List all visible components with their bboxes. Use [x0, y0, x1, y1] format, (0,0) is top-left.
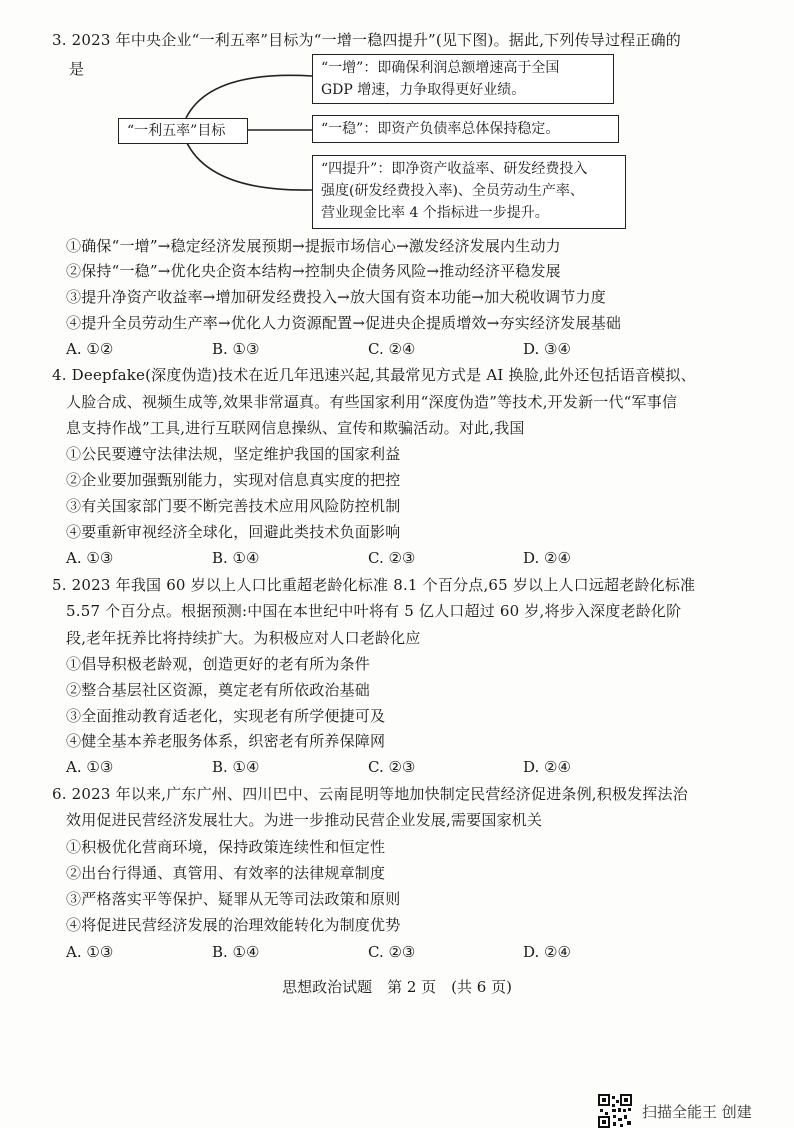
- q3-item-2: ②保持“一稳”→优化央企资本结构→控制央企债务风险→推动经济平稳发展: [66, 262, 561, 280]
- q3-item-1: ①确保“一增”→稳定经济发展预期→提振市场信心→激发经济发展内生动力: [66, 237, 561, 255]
- q3-center-box: [118, 118, 248, 144]
- q4-item-4: ④要重新审视经济全球化，回避此类技术负面影响: [66, 523, 401, 541]
- q5-option-b[interactable]: B. ①④: [212, 758, 260, 776]
- q4-item-1: ①公民要遵守法律法规，坚定维护我国的国家利益: [66, 445, 401, 463]
- q3-option-b[interactable]: B. ①③: [212, 340, 260, 358]
- q6-option-b[interactable]: B. ①④: [212, 943, 260, 961]
- q6-option-c[interactable]: C. ②③: [368, 943, 416, 961]
- q4-option-c[interactable]: C. ②③: [368, 549, 416, 567]
- q4-stem-line-3: 息支持作战”工具,进行互联网信息操纵、宣传和欺骗活动。对此,我国: [66, 419, 525, 437]
- q3-center-label: “一利五率”目标: [127, 123, 226, 139]
- q3-box-sitisheng-line-2: 强度(研发经费投入率)、全员劳动生产率、: [321, 183, 584, 199]
- q5-stem-line-1: 5. 2023 年我国 60 岁以上人口比重超老龄化标准 8.1 个百分点,65 岁以上人口远超老龄化标准: [52, 576, 696, 594]
- q6-item-3: ③严格落实平等保护、疑罪从无等司法政策和原则: [66, 890, 401, 908]
- q3-box-yizeng: [312, 54, 614, 104]
- q3-box-yizeng-line-2: GDP 增速，力争取得更好业绩。: [321, 82, 526, 98]
- q4-option-d[interactable]: D. ②④: [523, 549, 571, 567]
- page-footer: 思想政治试题 第 2 页 (共 6 页): [282, 978, 512, 996]
- q3-option-d[interactable]: D. ③④: [523, 340, 571, 358]
- q6-item-2: ②出台行得通、真管用、有效率的法律规章制度: [66, 864, 386, 882]
- q5-option-c[interactable]: C. ②③: [368, 758, 416, 776]
- q6-option-d[interactable]: D. ②④: [523, 943, 571, 961]
- q3-item-3: ③提升净资产收益率→增加研发经费投入→放大国有资本功能→加大税收调节力度: [66, 288, 606, 306]
- q5-stem-line-3: 段,老年抚养比将持续扩大。为积极应对人口老龄化应: [66, 629, 421, 647]
- scanner-watermark: [598, 1094, 752, 1128]
- q3-box-sitisheng-line-3: 营业现金比率 4 个指标进一步提升。: [321, 205, 549, 221]
- q4-stem-line-1: 4. Deepfake(深度伪造)技术在近几年迅速兴起,其最常见方式是 AI 换脸,此外还包括语音模拟、: [52, 366, 696, 384]
- q6-stem-line-2: 效用促进民营经济发展壮大。为进一步推动民营企业发展,需要国家机关: [66, 811, 543, 829]
- q4-item-2: ②企业要加强甄别能力，实现对信息真实度的把控: [66, 471, 401, 489]
- q4-item-3: ③有关国家部门要不断完善技术应用风险防控机制: [66, 497, 401, 515]
- q5-item-3: ③全面推动教育适老化，实现老有所学便捷可及: [66, 707, 386, 725]
- q3-option-a[interactable]: A. ①②: [66, 340, 114, 358]
- q4-option-a[interactable]: A. ①③: [66, 549, 114, 567]
- q6-option-a[interactable]: A. ①③: [66, 943, 114, 961]
- q3-item-4: ④提升全员劳动生产率→优化人力资源配置→促进央企提质增效→夯实经济发展基础: [66, 314, 622, 332]
- q3-stem-line-1: 3. 2023 年中央企业“一利五率”目标为“一增一稳四提升”(见下图)。据此,下列传导过程正确的: [52, 31, 681, 49]
- q3-box-sitisheng-line-1: “四提升”：即净资产收益率、研发经费投入: [321, 161, 588, 177]
- connector-top: [186, 75, 312, 118]
- q6-stem-line-1: 6. 2023 年以来,广东广州、四川巴中、云南昆明等地加快制定民营经济促进条例,积极发挥法治: [52, 785, 688, 803]
- q3-box-yiwen-line-1: “一稳”：即资产负债率总体保持稳定。: [321, 121, 560, 137]
- q3-option-c[interactable]: C. ②④: [368, 340, 416, 358]
- q5-item-4: ④健全基本养老服务体系，织密老有所养保障网: [66, 732, 386, 750]
- q6-item-4: ④将促进民营经济发展的治理效能转化为制度优势: [66, 916, 401, 934]
- q5-option-d[interactable]: D. ②④: [523, 758, 571, 776]
- q5-item-1: ①倡导积极老龄观，创造更好的老有所为条件: [66, 655, 371, 673]
- qr-code-icon: [598, 1094, 632, 1128]
- watermark-text: 扫描全能王 创建: [642, 1102, 752, 1121]
- q4-stem-line-2: 人脸合成、视频生成等,效果非常逼真。有些国家利用“深度伪造”等技术,开发新一代“军事信: [66, 393, 678, 411]
- q3-box-sitisheng: [312, 155, 626, 229]
- q4-option-b[interactable]: B. ①④: [212, 549, 260, 567]
- q5-stem-line-2: 5.57 个百分点。根据预测:中国在本世纪中叶将有 5 亿人口超过 60 岁,将步入深度老龄化阶: [66, 602, 682, 620]
- connector-bottom: [186, 141, 312, 190]
- q5-item-2: ②整合基层社区资源，奠定老有所依政治基础: [66, 681, 371, 699]
- q3-box-yizeng-line-1: “一增”：即确保利润总额增速高于全国: [321, 60, 560, 76]
- q5-option-a[interactable]: A. ①③: [66, 758, 114, 776]
- q6-item-1: ①积极优化营商环境，保持政策连续性和恒定性: [66, 838, 386, 856]
- q3-box-yiwen: [312, 115, 619, 143]
- q3-stem-line-2: 是: [69, 60, 85, 78]
